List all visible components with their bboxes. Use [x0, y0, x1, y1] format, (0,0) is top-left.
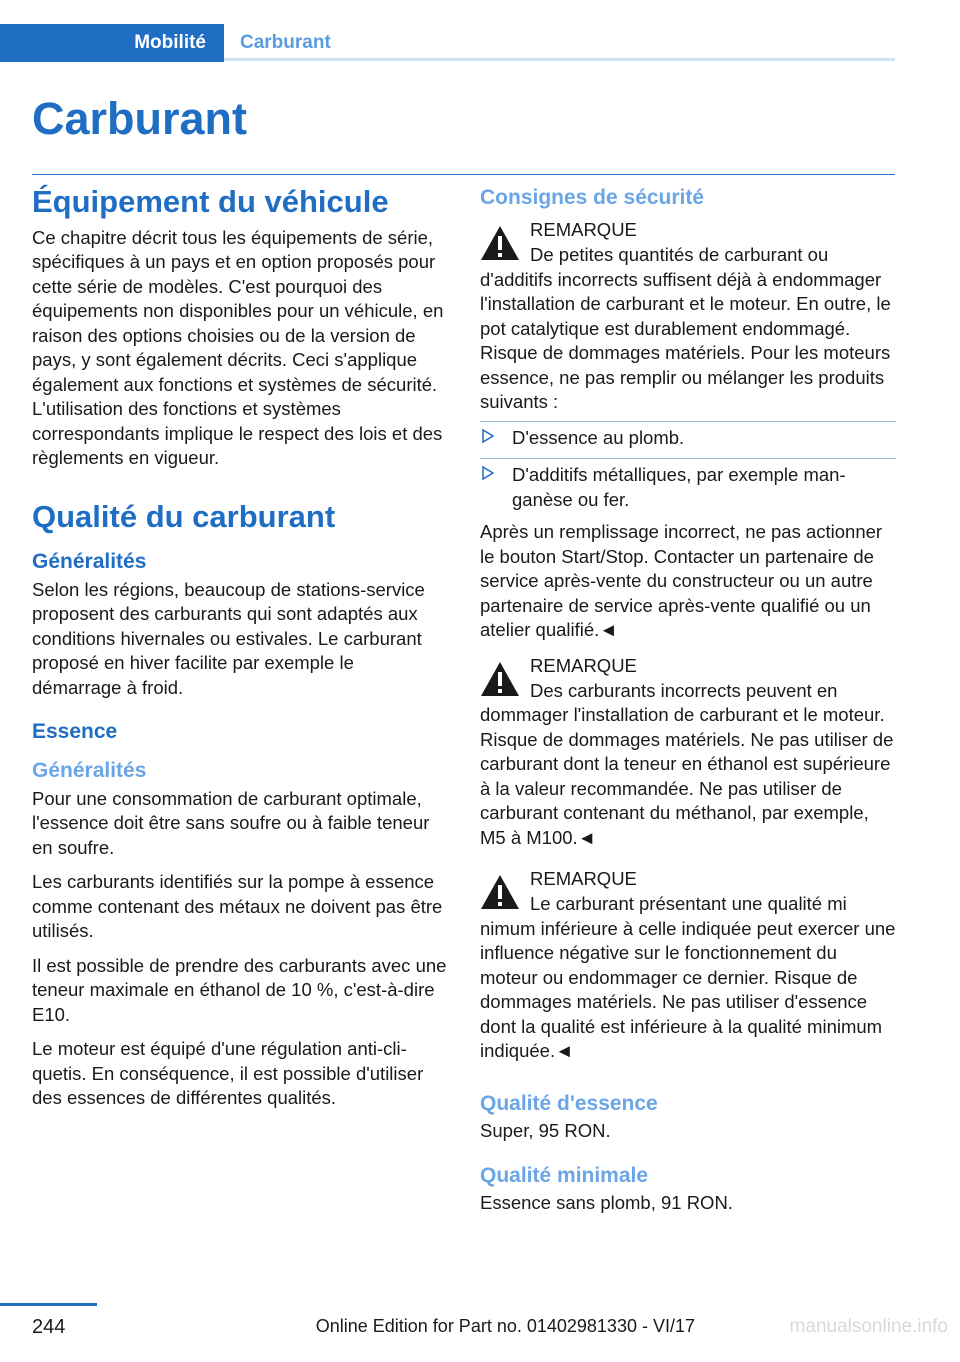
warning-lead: Le carburant présentant une qualité mi	[530, 893, 847, 915]
equipment-text: Ce chapitre décrit tous les équipements de série, spécifiques à un pays et en option proposés pour cette série de modèles. C'est pourquoi des équipements non disponibles pour un véhicule, en raison des options choisies ou de la version de pays, y sont également décrits. Ceci s'applique également aux fonctions et systèmes de sécurité. L'utilisation des fonctions et systèmes correspondants implique le respect des lois et des règlements en vigueur.	[32, 226, 444, 469]
left-column	[32, 182, 448, 1121]
min-quality-heading: Qualité minimale	[480, 1163, 649, 1187]
list-item	[480, 421, 896, 451]
warning-text: dommager l'installation de carburant et le moteur. Risque de dommages matériels. Ne pas utiliser de carburant dont la teneur en éthanol est supérieure à la valeur recommandée. Ne pas utiliser de carburant contenant du méthanol, par exemple, M5 à M100.◄	[480, 704, 894, 848]
warning-triangle-icon	[480, 225, 520, 261]
warning-text: nimum inférieure à celle indiquée peut exercer une influence négative sur le fonctionnement du moteur ou endommager ce dernier. Risque de dommages matériels. Ne pas utiliser d'essence dont la qualité est inférieure à la qualité minimum indiquée.◄	[480, 917, 896, 1062]
warning-triangle-icon	[480, 661, 520, 697]
essence-paragraph: Il est possible de prendre des carburants avec une teneur maximale en éthanol de 10 %, c'est-à-dire E10.	[32, 954, 447, 1025]
warning-label: REMARQUE	[530, 219, 637, 241]
generalites-heading: Généralités	[32, 550, 147, 574]
header-divider	[224, 58, 895, 61]
essence-paragraph: Le moteur est équipé d'une régulation anti-cliquetis. En conséquence, il est possible d'utiliser des essences de différentes qualités.	[32, 1038, 424, 1109]
min-quality-value: Essence sans plomb, 91 RON.	[480, 1191, 733, 1213]
title-rule	[32, 174, 895, 175]
list-item	[480, 458, 896, 512]
warning-note	[480, 217, 896, 415]
footer-rule	[0, 1303, 97, 1306]
tab-carburant[interactable]: Carburant	[240, 32, 331, 53]
fuel-quality-heading: Qualité du carburant	[32, 498, 336, 534]
page-number: 244	[32, 1316, 66, 1338]
generalites-text: Selon les régions, beaucoup de stations-service proposent des carburants qui sont adaptés aux conditions hivernales ou estivales. Le carburant proposé en hiver facilite par exemple le démarrage à froid.	[32, 578, 425, 698]
warning-lead: Des carburants incorrects peuvent en	[530, 679, 838, 701]
page-title: Carburant	[32, 93, 248, 144]
warning-label: REMARQUE	[530, 868, 637, 890]
watermark: manualsonline.info	[789, 1316, 948, 1337]
warning-lead: De petites quantités de carburant ou	[530, 244, 829, 266]
list-item-text: D'essence au plomb.	[512, 426, 685, 448]
edition-text: Online Edition for Part no. 01402981330 - VI/17	[315, 1316, 695, 1336]
essence-quality-value: Super, 95 RON.	[480, 1120, 611, 1142]
warning-label: REMARQUE	[530, 654, 637, 676]
warning-triangle-icon	[480, 874, 520, 910]
list-item-text: D'additifs métalliques, par exemple manganèse ou fer.	[512, 464, 846, 510]
header-tabbar	[0, 24, 895, 62]
warning-note	[480, 866, 896, 1064]
prohibited-list	[480, 421, 896, 513]
essence-paragraph: Pour une consommation de carburant optimale, l'essence doit être sans soufre ou à faible teneur en soufre.	[32, 787, 430, 858]
triangle-bullet-icon	[482, 465, 494, 481]
equipment-heading: Équipement du véhicule	[32, 184, 389, 219]
tab-mobilite[interactable]	[0, 24, 224, 62]
tab-mobilite-label: Mobilité	[134, 32, 206, 53]
essence-generalites-heading: Généralités	[32, 759, 147, 783]
warning-note	[480, 653, 896, 851]
right-column	[480, 184, 896, 1225]
safety-heading: Consignes de sécurité	[480, 186, 705, 209]
essence-paragraph: Les carburants identifiés sur la pompe à essence comme contenant des métaux ne doivent pas être utilisés.	[32, 871, 443, 942]
triangle-bullet-icon	[482, 428, 494, 444]
after-list-text: Après un remplissage incorrect, ne pas actionner le bouton Start/Stop. Contacter un partenaire de service après-vente du constructeur ou un autre partenaire de service après-vente qualifié ou un atelier qualifié.◄	[480, 521, 883, 641]
essence-quality-heading: Qualité d'essence	[480, 1091, 658, 1115]
warning-text: d'additifs incorrects suffisent déjà à endommager l'installation de carburant et le moteur. En outre, le pot catalytique est durablement endommagé. Risque de dommages matériels. Pour les moteurs essence, ne pas remplir ou mélanger les produits suivants :	[480, 268, 891, 413]
essence-heading: Essence	[32, 720, 118, 744]
